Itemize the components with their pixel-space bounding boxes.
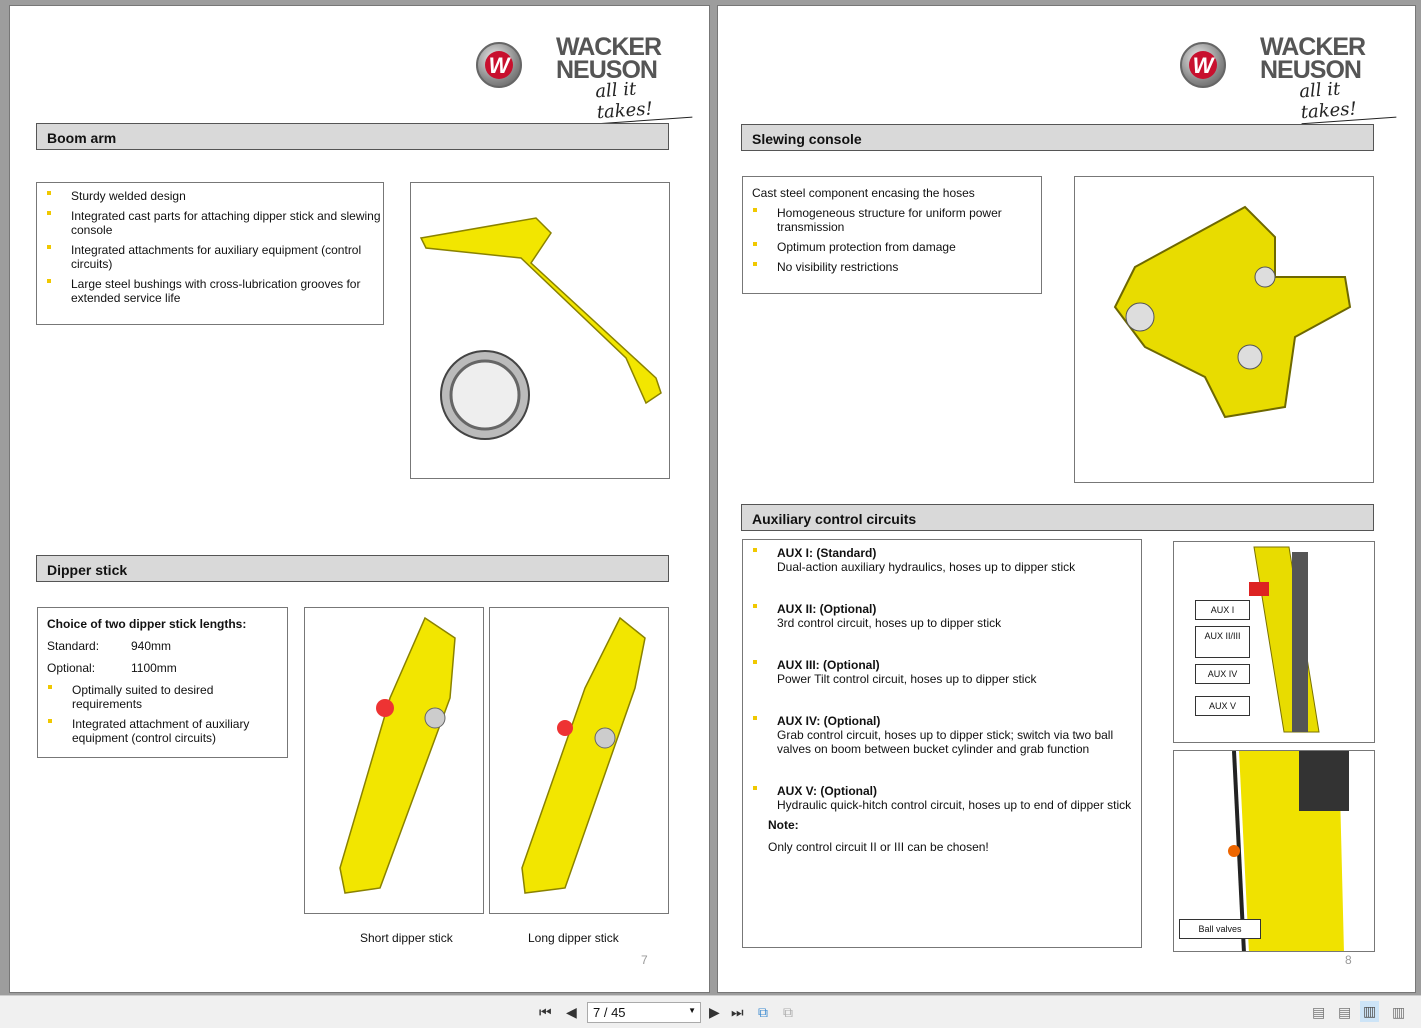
aux-diagram-image bbox=[1173, 541, 1375, 743]
aux-label: AUX II/III bbox=[1195, 626, 1250, 658]
aux-item: AUX I: (Standard) Dual-action auxiliary hydraulics, hoses up to dipper stick bbox=[743, 546, 1141, 574]
go-back-icon[interactable]: ⧉ bbox=[758, 1004, 768, 1020]
standard-value: 940mm bbox=[131, 639, 172, 653]
page-number: 8 bbox=[1345, 953, 1352, 967]
page-8 bbox=[717, 5, 1416, 993]
last-page-icon[interactable]: ⏭ bbox=[731, 1004, 744, 1020]
two-page-view-icon[interactable]: ▥ bbox=[1360, 1001, 1379, 1022]
slewing-text-box bbox=[742, 176, 1042, 294]
wacker-neuson-logo: W WACKER NEUSON all it takes! bbox=[476, 36, 691, 106]
bullet: Sturdy welded design bbox=[37, 189, 383, 203]
aux-item: AUX IV: (Optional) Grab control circuit, hoses up to dipper stick; switch via two ball valves on boom between bucket cylinder and grab function bbox=[743, 714, 1141, 756]
boom-arm-text-box bbox=[36, 182, 384, 325]
bullet: Integrated cast parts for attaching dipper stick and slewing console bbox=[37, 209, 383, 237]
bullet: Integrated attachment of auxiliary equipment (control circuits) bbox=[38, 717, 278, 745]
dipper-stick-text-box bbox=[37, 607, 288, 758]
single-page-view-icon[interactable]: ▤ bbox=[1312, 1004, 1326, 1020]
continuous-view-icon[interactable]: ▤ bbox=[1338, 1004, 1352, 1020]
section-header-slewing-console: Slewing console bbox=[741, 124, 1374, 151]
ball-valves-label: Ball valves bbox=[1179, 919, 1261, 939]
dipper-lead: Choice of two dipper stick lengths: bbox=[47, 617, 247, 631]
bullet: Large steel bushings with cross-lubrication grooves for extended service life bbox=[37, 277, 383, 305]
two-page-continuous-icon[interactable]: ▥ bbox=[1392, 1004, 1406, 1020]
optional-value: 1100mm bbox=[131, 661, 177, 675]
aux-text-box bbox=[742, 539, 1142, 948]
previous-page-icon[interactable]: ◀ bbox=[566, 1004, 577, 1020]
bullet: Optimum protection from damage bbox=[743, 240, 1041, 254]
aux-label: AUX IV bbox=[1195, 664, 1250, 684]
bullet: Optimally suited to desired requirements bbox=[38, 683, 278, 711]
bullet: No visibility restrictions bbox=[743, 260, 1041, 274]
ball-valves-image bbox=[1173, 750, 1375, 952]
section-header-dipper-stick: Dipper stick bbox=[36, 555, 669, 582]
viewer-toolbar bbox=[0, 995, 1421, 1028]
page-number: 7 bbox=[641, 953, 648, 967]
aux-item: AUX V: (Optional) Hydraulic quick-hitch control circuit, hoses up to end of dipper stick bbox=[743, 784, 1141, 812]
caption-short-dipper: Short dipper stick bbox=[360, 931, 453, 945]
page-7 bbox=[9, 5, 710, 993]
short-dipper-stick-image bbox=[304, 607, 484, 914]
aux-label: AUX I bbox=[1195, 600, 1250, 620]
first-page-icon[interactable]: ⏮ bbox=[539, 1004, 552, 1020]
next-page-icon[interactable]: ▶ bbox=[709, 1004, 720, 1020]
wacker-neuson-logo: W WACKER NEUSON all it takes! bbox=[1180, 36, 1395, 106]
bullet: Integrated attachments for auxiliary equipment (control circuits) bbox=[37, 243, 383, 271]
slewing-lead: Cast steel component encasing the hoses bbox=[752, 186, 975, 200]
go-forward-icon[interactable]: ⧉ bbox=[783, 1004, 793, 1020]
note-label: Note: bbox=[768, 818, 799, 832]
slewing-console-image bbox=[1074, 176, 1374, 483]
boom-arm-image bbox=[410, 182, 670, 479]
section-header-aux-circuits: Auxiliary control circuits bbox=[741, 504, 1374, 531]
aux-item: AUX II: (Optional) 3rd control circuit, hoses up to dipper stick bbox=[743, 602, 1141, 630]
page-selector[interactable]: 7 / 45 ▼ bbox=[587, 1002, 701, 1023]
aux-label: AUX V bbox=[1195, 696, 1250, 716]
note-text: Only control circuit II or III can be chosen! bbox=[768, 840, 989, 854]
optional-label: Optional: bbox=[47, 661, 96, 675]
section-header-boom-arm: Boom arm bbox=[36, 123, 669, 150]
long-dipper-stick-image bbox=[489, 607, 669, 914]
caption-long-dipper: Long dipper stick bbox=[528, 931, 619, 945]
aux-item: AUX III: (Optional) Power Tilt control circuit, hoses up to dipper stick bbox=[743, 658, 1141, 686]
bullet: Homogeneous structure for uniform power transmission bbox=[743, 206, 1041, 234]
standard-label: Standard: bbox=[47, 639, 100, 653]
